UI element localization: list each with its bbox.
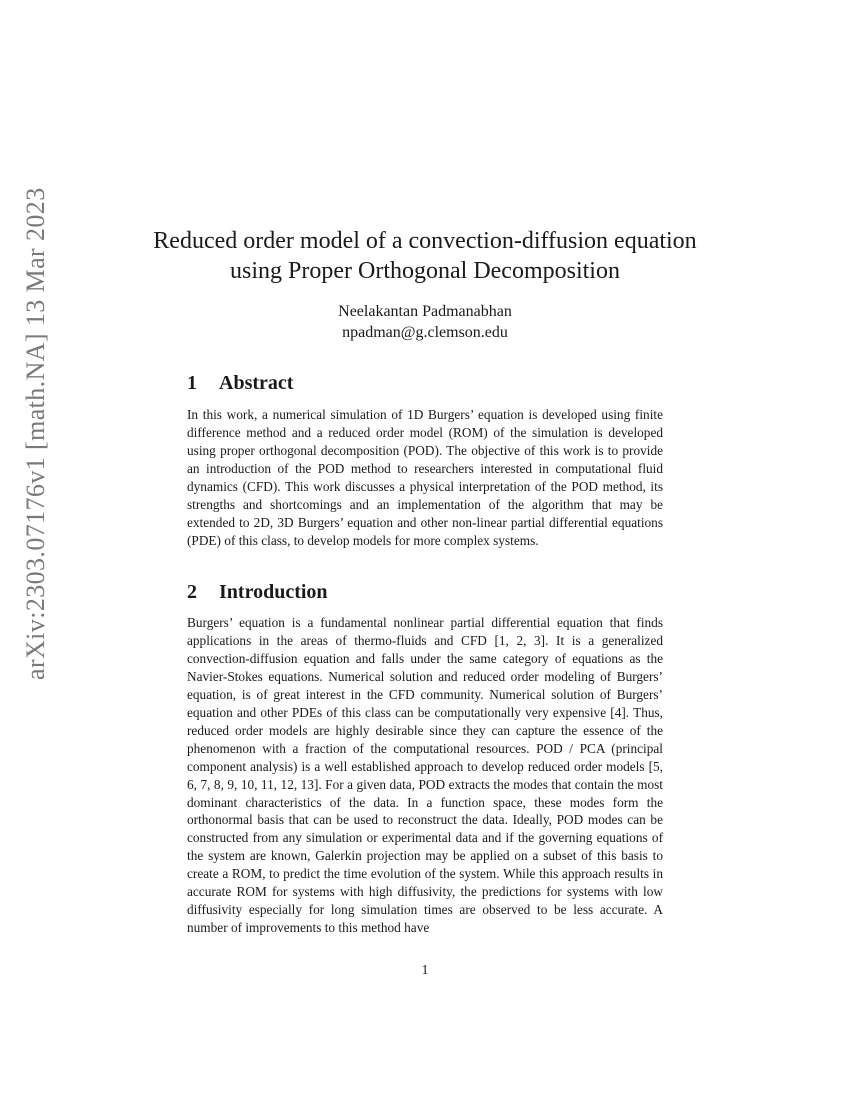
section-title: Abstract (219, 372, 294, 394)
section-heading-introduction (187, 581, 328, 604)
introduction-paragraph: Burgers’ equation is a fundamental nonlinear partial differential equation that finds applications in the areas of thermo-fluids and CFD [1, 2, 3]. It is a generalized convection-diffusion equation and falls under the same category of equations as the Navier-Stokes equations. Numerical solution and reduced order modeling of Burgers’ equation, is of great interest in the CFD community. Numerical solution of Burgers’ equation and other PDEs of this class can be computationally very expensive [4]. Thus, reduced order models are highly desirable since they can capture the essence of the phenomenon with a fraction of the computational resources. POD / PCA (principal component analysis) is a well established approach to develop reduced order models [5, 6, 7, 8, 9, 10, 11, 12, 13]. For a given data, POD extracts the modes that contain the most dominant characteristics of the data. In a function space, these modes form the orthonormal basis that can be used to reconstruct the data. Ideally, POD modes can be constructed from any simulation or experimental data and if the governing equations of the system are known, Galerkin projection may be applied on a subset of this basis to create a ROM, to predict the time evolution of the system. While this approach results in accurate ROM for systems with high diffusivity, the predictions for systems with low diffusivity especially for long simulation times are observed to be less accurate. A number of improvements to this method have (187, 615, 663, 936)
section-title: Introduction (219, 581, 328, 603)
section-heading-abstract (187, 372, 293, 395)
abstract-paragraph: In this work, a numerical simulation of 1D Burgers’ equation is developed using finite difference method and a reduced order model (ROM) of the simulation is developed using proper orthogonal decomposition (POD). The objective of this work is to provide an introduction of the POD method to researchers interested in computational fluid dynamics (CFD). This work discusses a physical interpretation of the POD method, its strengths and shortcomings and an implementation of the algorithm that may be extended to 2D, 3D Burgers’ equation and other non-linear partial differential equations (PDE) of this class, to develop models for more complex systems. (187, 407, 663, 548)
section-number: 2 (187, 581, 197, 603)
author-block (150, 301, 700, 343)
section-number: 1 (187, 372, 197, 394)
author-email[interactable]: npadman@g.clemson.edu (342, 324, 508, 341)
page-number: 1 (421, 962, 429, 977)
arxiv-identifier-stamp: arXiv:2303.07176v1 [math.NA] 13 Mar 2023 (21, 187, 50, 680)
paper-title: Reduced order model of a convection-diffusion equation using Proper Orthogonal Decomposition (153, 228, 697, 284)
author-name: Neelakantan Padmanabhan (338, 303, 512, 320)
